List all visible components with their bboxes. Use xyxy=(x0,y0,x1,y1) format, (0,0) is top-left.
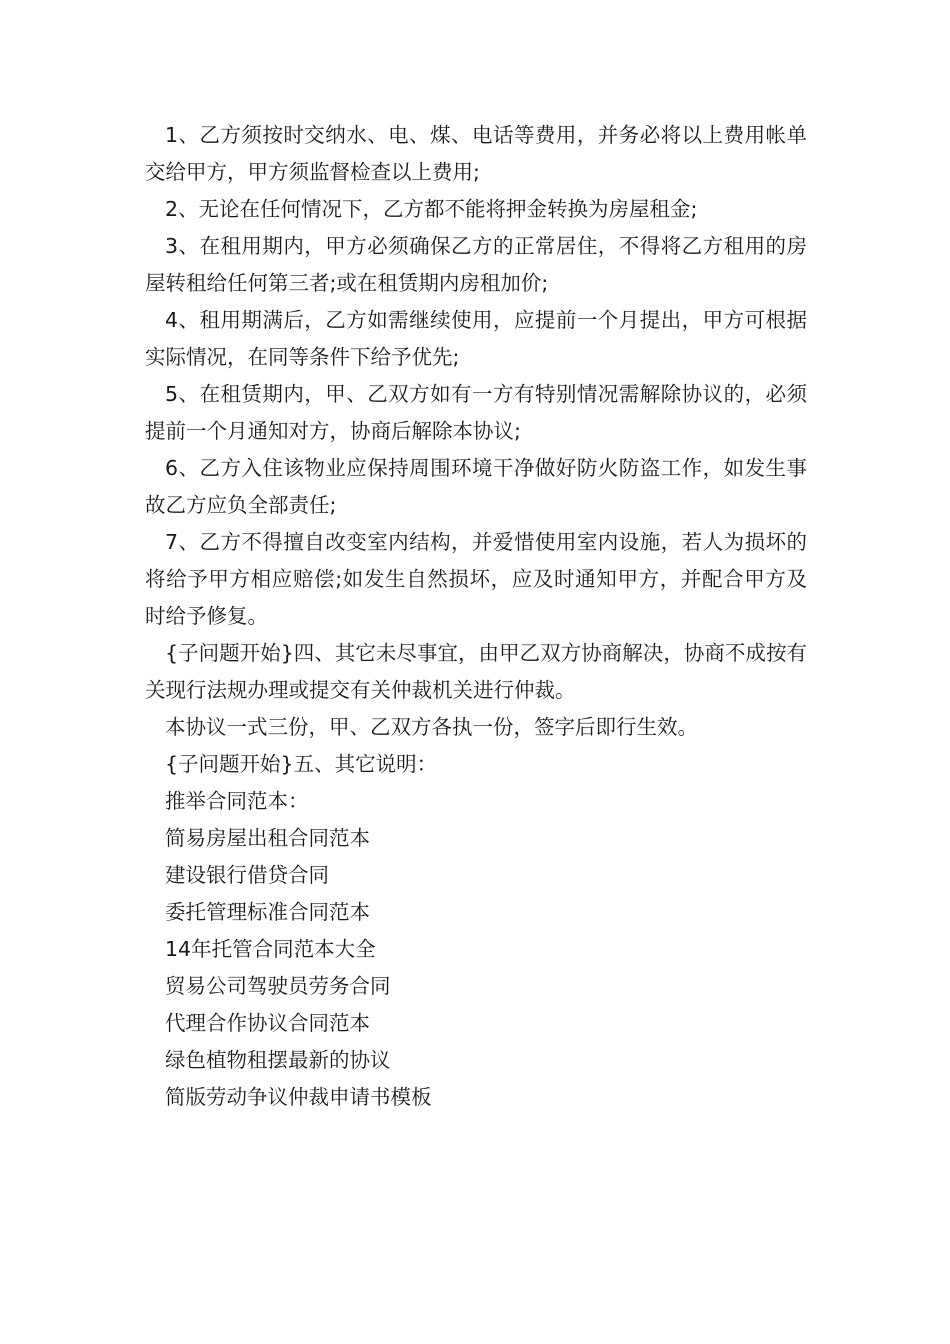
clause-7: 7、乙方不得擅自改变室内结构，并爱惜使用室内设施，若人为损坏的将给予甲方相应赔偿;如发生自然损坏，应及时通知甲方，并配合甲方及时给予修复。 xyxy=(145,530,807,628)
clause-5: 5、在租赁期内，甲、乙双方如有一方有特别情况需解除协议的，必须提前一个月通知对方，协商后解除本协议; xyxy=(145,382,807,443)
recommended-link-7[interactable]: 绿色植物租摆最新的协议 xyxy=(165,1048,391,1072)
clause-2: 2、无论在任何情况下，乙方都不能将押金转换为房屋租金; xyxy=(165,197,698,221)
recommended-link-6[interactable]: 代理合作协议合同范本 xyxy=(165,1011,370,1035)
recommended-link-2[interactable]: 建设银行借贷合同 xyxy=(165,863,329,887)
recommended-link-8[interactable]: 简版劳动争议仲裁申请书模板 xyxy=(165,1085,432,1109)
recommended-link-3[interactable]: 委托管理标准合同范本 xyxy=(165,900,370,924)
clause-1: 1、乙方须按时交纳水、电、煤、电话等费用，并务必将以上费用帐单交给甲方，甲方须监督检查以上费用; xyxy=(145,123,807,184)
recommended-link-5[interactable]: 贸易公司驾驶员劳务合同 xyxy=(165,974,391,998)
document-body xyxy=(145,117,807,1116)
section-four: {子问题开始}四、其它未尽事宜，由甲乙双方协商解决，协商不成按有关现行法规办理或提交有关仲裁机关进行仲裁。 xyxy=(145,641,807,702)
recommend-heading: 推举合同范本： xyxy=(165,789,309,813)
clause-3: 3、在租用期内，甲方必须确保乙方的正常居住，不得将乙方租用的房屋转租给任何第三者;或在租赁期内房租加价; xyxy=(145,234,807,295)
section-five: {子问题开始}五、其它说明： xyxy=(165,752,438,776)
recommended-link-4[interactable]: 14年托管合同范本大全 xyxy=(165,937,376,961)
clause-6: 6、乙方入住该物业应保持周围环境干净做好防火防盗工作，如发生事故乙方应负全部责任; xyxy=(145,456,807,517)
recommended-link-1[interactable]: 简易房屋出租合同范本 xyxy=(165,826,370,850)
clause-4: 4、租用期满后，乙方如需继续使用，应提前一个月提出，甲方可根据实际情况，在同等条件下给予优先; xyxy=(145,308,807,369)
copies-note: 本协议一式三份，甲、乙双方各执一份，签字后即行生效。 xyxy=(165,715,698,739)
